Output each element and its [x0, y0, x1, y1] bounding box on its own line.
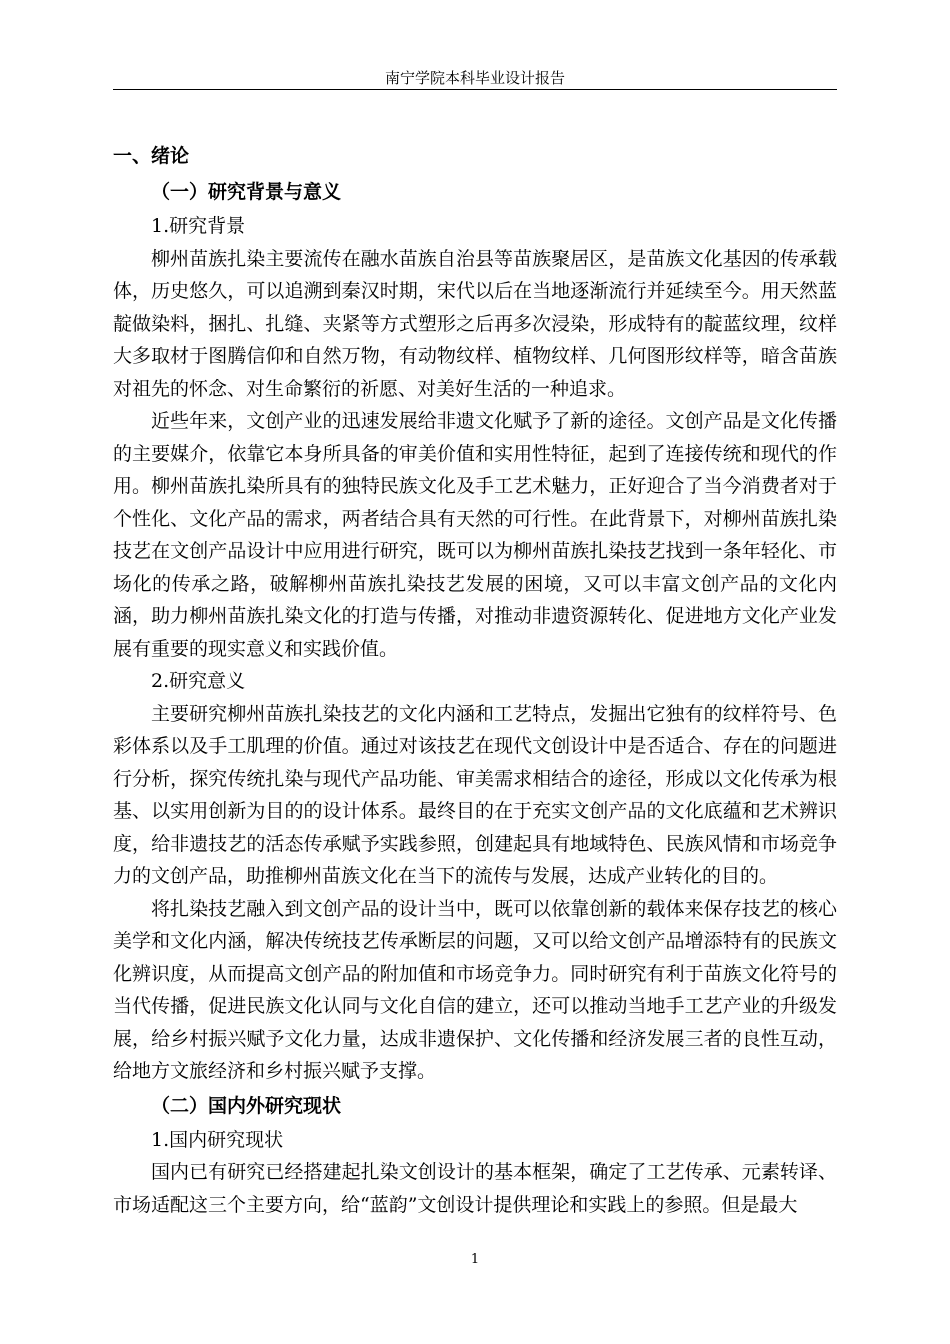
paragraph-1: 柳州苗族扎染主要流传在融水苗族自治县等苗族聚居区，是苗族文化基因的传承载体，历史悠久，可以追溯到秦汉时期，宋代以后在当地逐渐流行并延续至今。用天然蓝靛做染料，捆扎、扎缝、夹紧等方式塑形之后再多次浸染，形成特有的靛蓝纹理，纹样大多取材于图腾信仰和自然万物，有动物纹样、植物纹样、几何图形纹样等，暗含苗族对祖先的怀念、对生命繁衍的祈愿、对美好生活的一种追求。 — [113, 247, 837, 400]
section-heading-research-status: （二）国内外研究现状 — [151, 1094, 342, 1117]
paragraph-4: 将扎染技艺融入到文创产品的设计当中，既可以依靠创新的载体来保存技艺的核心美学和文化内涵，解决传统技艺传承断层的问题，又可以给文创产品增添特有的民族文化辨识度，从而提高文创产品的附加值和市场竞争力。同时研究有利于苗族文化符号的当代传播，促进民族文化认同与文化自信的建立，还可以推动当地手工艺产业的升级发展，给乡村振兴赋予文化力量，达成非遗保护、文化传播和经济发展三者的良性互动，给地方文旅经济和乡村振兴赋予支撑。 — [113, 897, 837, 1082]
section-heading-background: （一）研究背景与意义 — [151, 181, 342, 203]
subsection-heading-significance: 2.研究意义 — [151, 670, 246, 692]
subsection-heading-domestic: 1.国内研究现状 — [151, 1128, 284, 1151]
chapter-heading: 一、绪论 — [113, 145, 190, 167]
header-divider — [113, 89, 837, 90]
document-body — [113, 138, 837, 1221]
page-number: 1 — [470, 1252, 480, 1267]
subsection-heading-background: 1.研究背景 — [151, 215, 246, 237]
paragraph-2: 近些年来，文创产业的迅速发展给非遗文化赋予了新的途径。文创产品是文化传播的主要媒介，依靠它本身所具备的审美价值和实用性特征，起到了连接传统和现代的作用。柳州苗族扎染所具有的独特民族文化及手工艺术魅力，正好迎合了当今消费者对于个性化、文化产品的需求，两者结合具有天然的可行性。在此背景下，对柳州苗族扎染技艺在文创产品设计中应用进行研究，既可以为柳州苗族扎染技艺找到一条年轻化、市场化的传承之路，破解柳州苗族扎染技艺发展的困境，又可以丰富文创产品的文化内涵，助力柳州苗族扎染文化的打造与传播，对推动非遗资源转化、促进地方文化产业发展有重要的现实意义和实践价值。 — [113, 410, 837, 660]
page-header: 南宁学院本科毕业设计报告 — [384, 69, 565, 87]
paragraph-5: 国内已有研究已经搭建起扎染文创设计的基本框架，确定了工艺传承、元素转译、市场适配这三个主要方向，给“蓝韵”文创设计提供理论和实践上的参照。但是最大 — [113, 1161, 837, 1216]
paragraph-3: 主要研究柳州苗族扎染技艺的文化内涵和工艺特点，发掘出它独有的纹样符号、色彩体系以及手工肌理的价值。通过对该技艺在现代文创设计中是否适合、存在的问题进行分析，探究传统扎染与现代产品功能、审美需求相结合的途径，形成以文化传承为根基、以实用创新为目的的设计体系。最终目的在于充实文创产品的文化底蕴和艺术辨识度，给非遗技艺的活态传承赋予实践参照，创建起具有地域特色、民族风情和市场竞争力的文创产品，助推柳州苗族文化在当下的流传与发展，达成产业转化的目的。 — [113, 702, 837, 887]
